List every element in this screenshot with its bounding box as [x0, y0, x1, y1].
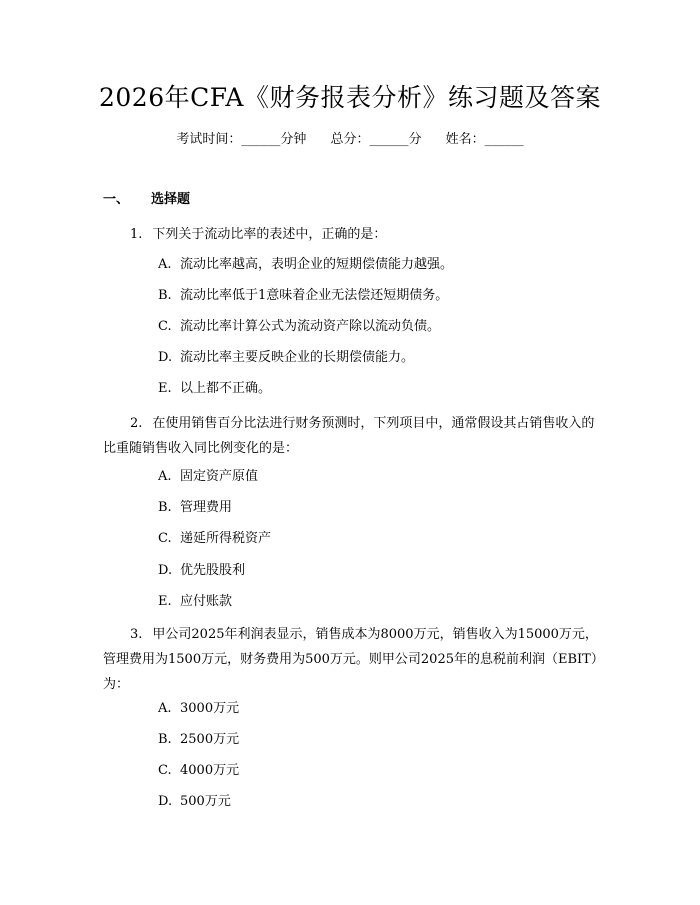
q2-option-e [158, 592, 232, 612]
option-letter: B. [158, 732, 172, 747]
option-letter: E. [158, 381, 172, 396]
q1-option-d [158, 348, 414, 368]
option-text: 管理费用 [180, 500, 233, 515]
exam-info [0, 130, 700, 150]
total-score-field: 总分：______分 [330, 132, 422, 147]
question-number: 2. [130, 416, 143, 431]
q2-option-c [158, 529, 271, 549]
option-letter: A. [158, 701, 172, 716]
section-number: 一、 [103, 192, 130, 207]
page-title: 2026年CFA《财务报表分析》练习题及答案 [99, 83, 601, 112]
q1-option-e [158, 379, 271, 399]
option-letter: B. [158, 288, 172, 303]
question-1 [103, 222, 601, 247]
question-text: 在使用销售百分比法进行财务预测时，下列项目中，通常假设其占销售收入的比重随销售收入同比例变化的是： [103, 416, 595, 456]
option-letter: D. [158, 350, 173, 365]
question-text: 下列关于流动比率的表述中，正确的是： [152, 227, 387, 242]
exam-time-field: 考试时间：______分钟 [176, 132, 307, 147]
q1-option-b [158, 286, 448, 306]
q3-option-c [158, 761, 239, 781]
q1-option-a [158, 255, 453, 275]
option-text: 流动比率计算公式为流动资产除以流动负债。 [180, 319, 441, 334]
option-letter: D. [158, 563, 173, 578]
option-letter: C. [158, 531, 172, 546]
option-text: 固定资产原值 [180, 469, 259, 484]
question-2 [103, 411, 601, 461]
option-letter: A. [158, 469, 172, 484]
q2-option-d [158, 561, 245, 581]
option-text: 应付账款 [180, 594, 233, 609]
q3-option-d [158, 792, 231, 812]
section-title: 选择题 [151, 192, 191, 207]
option-text: 递延所得税资产 [180, 531, 272, 546]
option-letter: C. [158, 319, 172, 334]
option-letter: A. [158, 257, 172, 272]
q3-option-b [158, 730, 239, 750]
option-text: 3000万元 [180, 701, 240, 716]
question-number: 3. [130, 627, 143, 642]
option-text: 流动比率低于1意味着企业无法偿还短期债务。 [180, 288, 449, 303]
q3-option-a [158, 699, 239, 719]
option-text: 流动比率主要反映企业的长期偿债能力。 [180, 350, 415, 365]
option-letter: B. [158, 500, 172, 515]
option-text: 2500万元 [180, 732, 240, 747]
option-text: 流动比率越高，表明企业的短期偿债能力越强。 [180, 257, 454, 272]
question-3 [103, 622, 601, 697]
question-number: 1. [130, 227, 143, 242]
question-text: 甲公司2025年利润表显示，销售成本为8000万元，销售收入为15000万元，管理费用为1500万元，财务费用为500万元。则甲公司2025年的息税前利润（EBIT）为： [103, 627, 598, 692]
option-text: 优先股股利 [180, 563, 246, 578]
option-text: 4000万元 [180, 763, 240, 778]
option-text: 500万元 [180, 794, 231, 809]
option-letter: D. [158, 794, 173, 809]
section-heading [103, 190, 190, 210]
q2-option-a [158, 467, 258, 487]
q2-option-b [158, 498, 232, 518]
option-text: 以上都不正确。 [180, 381, 272, 396]
q1-option-c [158, 317, 440, 337]
option-letter: C. [158, 763, 172, 778]
name-field: 姓名：______ [445, 132, 524, 147]
option-letter: E. [158, 594, 172, 609]
